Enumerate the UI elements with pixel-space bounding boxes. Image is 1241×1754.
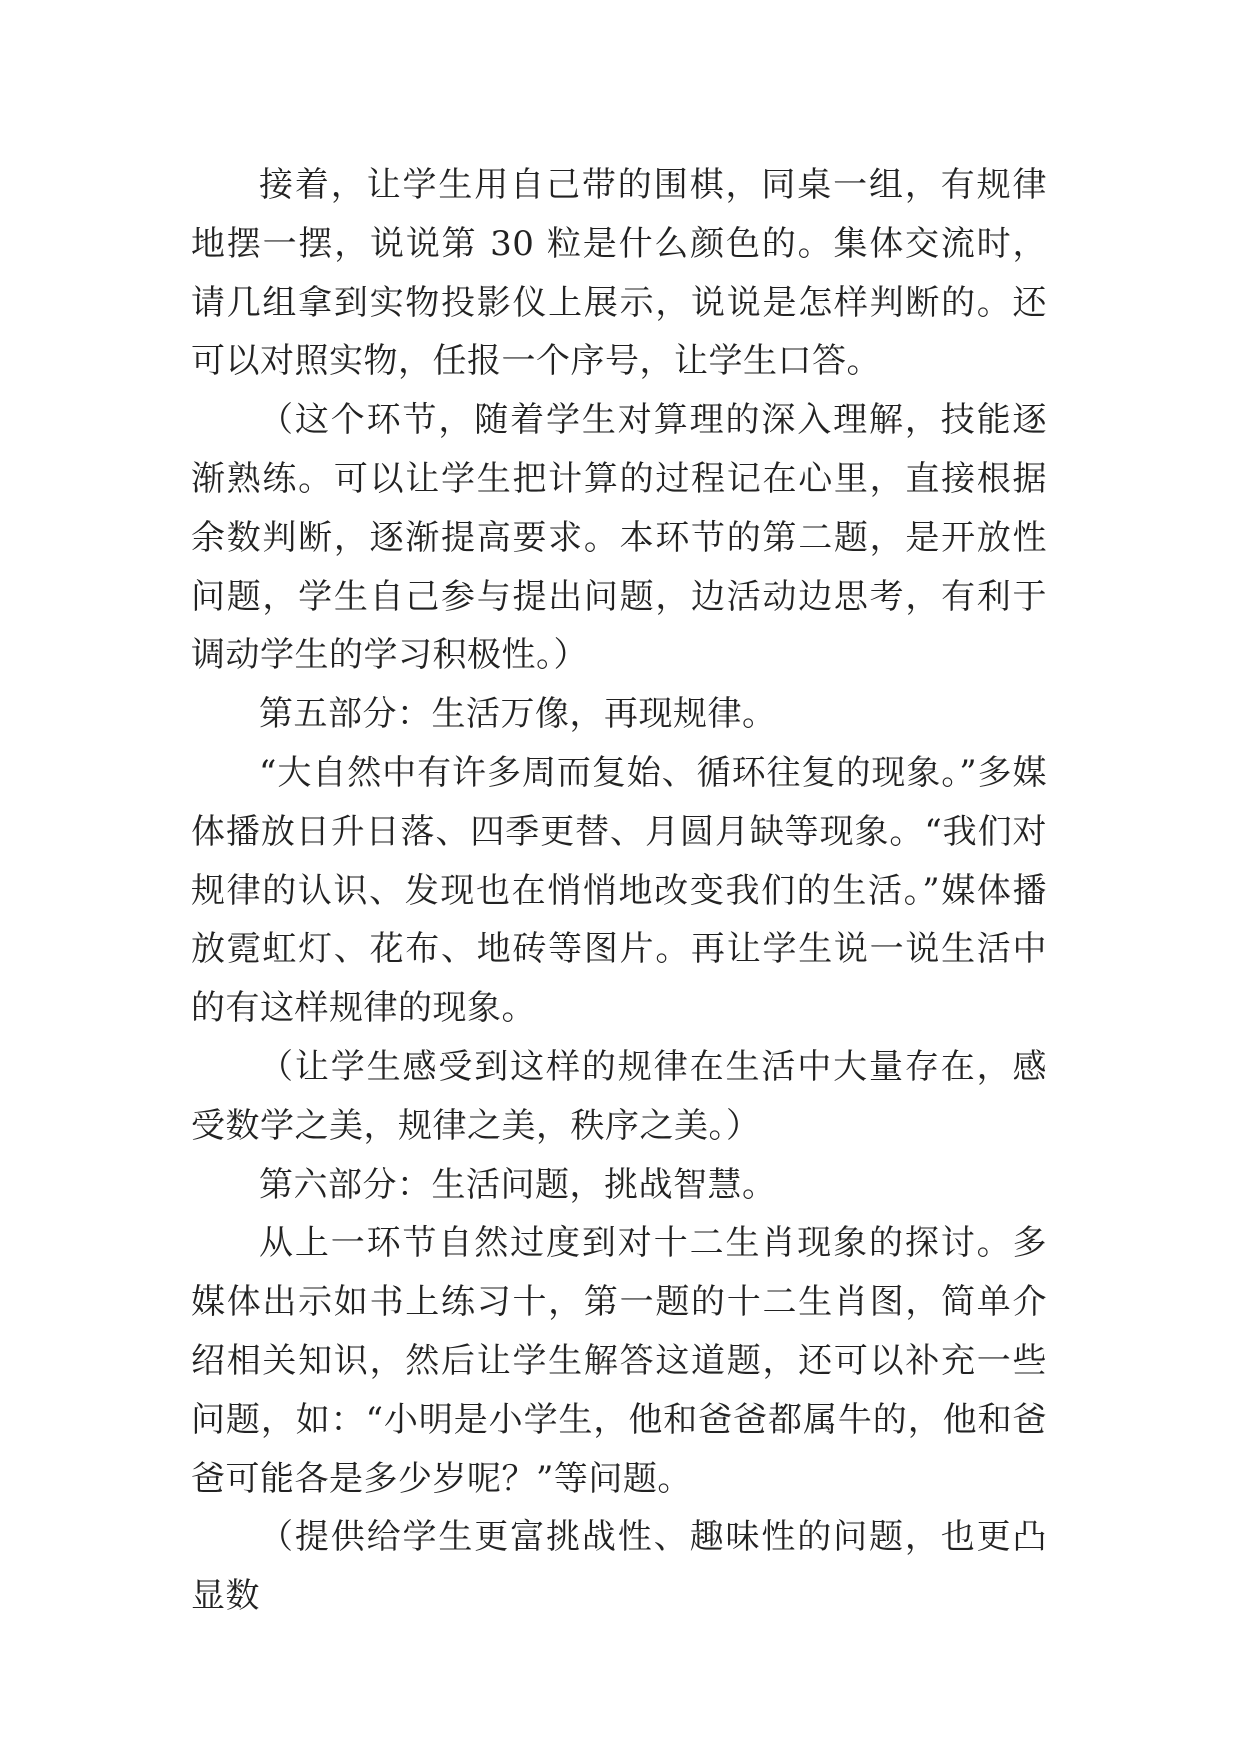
- paragraph-commentary-beauty: （让学生感受到这样的规律在生活中大量存在，感受数学之美，规律之美，秩序之美。）: [191, 1046, 1047, 1146]
- paragraph-nature-patterns: “大自然中有许多周而复始、循环往复的现象。”多媒体播放日升日落、四季更替、月圆月缺等现象。“我们对规律的认识、发现也在悄悄地改变我们的生活。”媒体播放霓虹灯、花布、地砖等图片。再让学生说一说生活中的有这样规律的现象。: [191, 752, 1047, 1029]
- paragraph-commentary-skills: （这个环节，随着学生对算理的深入理解，技能逐渐熟练。可以让学生把计算的过程记在心里，直接根据余数判断，逐渐提高要求。本环节的第二题，是开放性问题，学生自己参与提出问题，边活动边思考，有利于调动学生的学习积极性。）: [191, 400, 1047, 676]
- paragraph-go-game-activity: 接着，让学生用自己带的围棋，同桌一组，有规律地摆一摆，说说第 30 粒是什么颜色的。集体交流时，请几组拿到实物投影仪上展示，说说是怎样判断的。还可以对照实物，任报一个序号，让学生口答。: [191, 165, 1047, 382]
- section-heading-part-five: 第五部分：生活万像，再现规律。: [259, 694, 777, 735]
- paragraph-commentary-challenge: （提供给学生更富挑战性、趣味性的问题，也更凸显数: [191, 1517, 1047, 1617]
- paragraph-zodiac-problem: 从上一环节自然过度到对十二生肖现象的探讨。多媒体出示如书上练习十，第一题的十二生肖图，简单介绍相关知识，然后让学生解答这道题，还可以补充一些问题，如：“小明是小学生，他和爸爸都属牛的，他和爸爸可能各是多少岁呢？”等问题。: [191, 1223, 1047, 1499]
- document-body: [191, 156, 1047, 1626]
- section-heading-part-six: 第六部分：生活问题，挑战智慧。: [259, 1164, 777, 1205]
